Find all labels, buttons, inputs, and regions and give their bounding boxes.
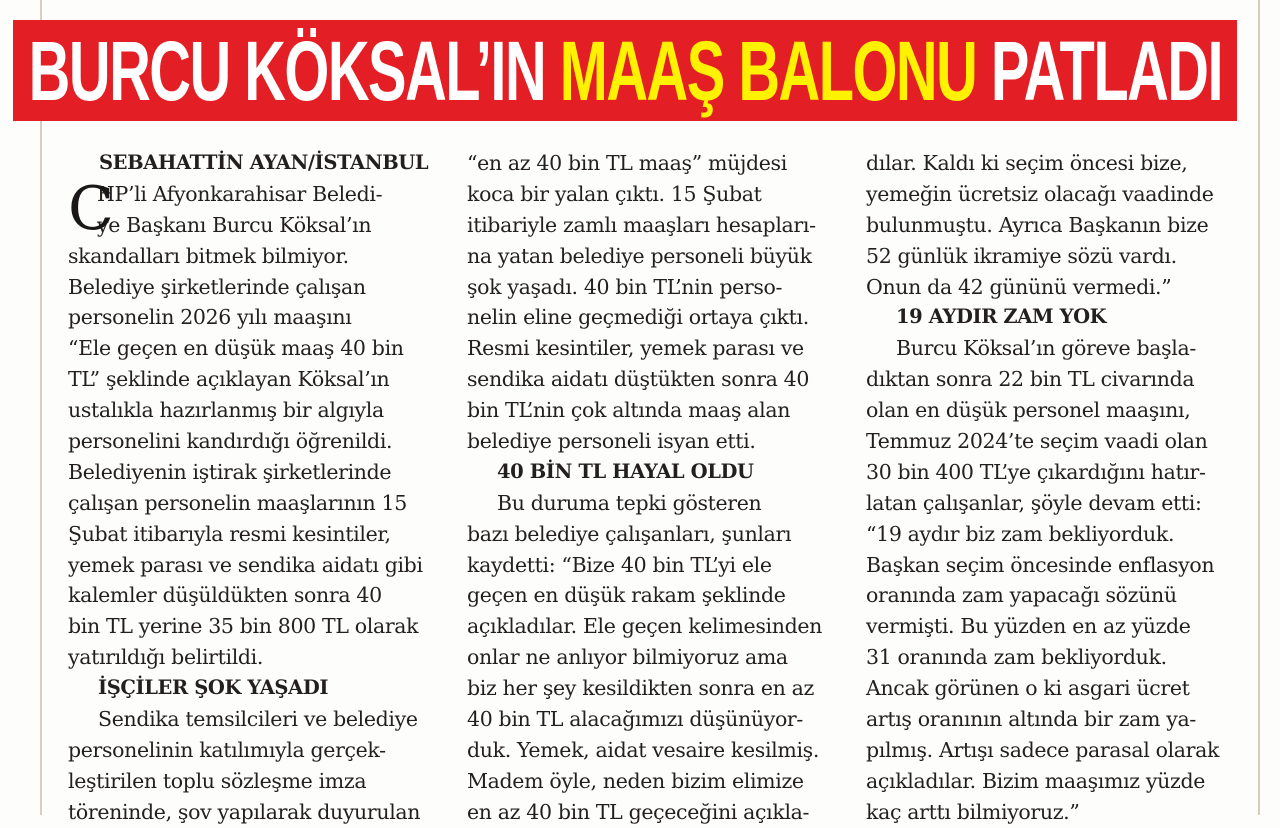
text-line: olan en düşük personel maaşını, xyxy=(866,398,1191,423)
article-column-1 xyxy=(68,148,438,828)
text-line: töreninde, şov yapılarak duyurulan xyxy=(68,799,421,824)
subheading: İŞÇİLER ŞOK YAŞADI xyxy=(98,676,329,700)
drop-cap: C xyxy=(68,173,114,244)
text-line: yemeğin ücretsiz olacağı vaadinde xyxy=(866,181,1214,206)
subheading: 19 AYDIR ZAM YOK xyxy=(896,305,1107,329)
text-line: na yatan belediye personeli büyük xyxy=(467,243,812,268)
text-line: Bu duruma tepki gösteren xyxy=(497,490,762,515)
right-column-rule xyxy=(1258,0,1260,815)
text-line: bazı belediye çalışanları, şunları xyxy=(467,521,792,546)
text-line: duk. Yemek, aidat vesaire kesilmiş. xyxy=(467,737,819,762)
text-line: 30 bin 400 TL’ye çıkardığını hatır- xyxy=(866,459,1206,484)
text-line: açıkladılar. Bizim maaşımız yüzde xyxy=(866,768,1205,793)
text-line: bin TL yerine 35 bin 800 TL olarak xyxy=(68,614,419,639)
text-line: yatırıldığı belirtildi. xyxy=(68,645,264,670)
text-line: “en az 40 bin TL maaş” müjdesi xyxy=(467,151,787,175)
text-line: sendika aidatı düştükten sonra 40 xyxy=(467,367,810,392)
article-column-2 xyxy=(467,148,837,828)
text-line: 40 bin TL alacağımızı düşünüyor- xyxy=(467,707,803,732)
headline-banner xyxy=(13,20,1237,121)
text-line: latan çalışanlar, şöyle devam etti: xyxy=(866,490,1202,515)
text-line: personelinin katılımıyla gerçek- xyxy=(68,737,386,762)
text-line: TL” şeklinde açıklayan Köksal’ın xyxy=(68,367,390,392)
text-line: ustalıkla hazırlanmış bir algıyla xyxy=(68,398,384,423)
text-line: artış oranının altında bir zam ya- xyxy=(866,707,1196,732)
text-line: oranında zam yapacağı sözünü xyxy=(866,583,1177,608)
text-line: HP’li Afyonkarahisar Beledi- xyxy=(97,181,383,206)
text-line: dılar. Kaldı ki seçim öncesi bize, xyxy=(866,151,1188,175)
text-line: personelini kandırdığı öğrenildi. xyxy=(68,429,393,454)
text-line: skandalları bitmek bilmiyor. xyxy=(68,243,349,268)
text-line: Belediye şirketlerinde çalışan xyxy=(68,274,366,299)
text-line: açıkladılar. Ele geçen kelimesinden xyxy=(467,614,822,639)
text-line: kalemler düşüldükten sonra 40 xyxy=(68,583,382,608)
text-line: kaydetti: “Bize 40 bin TL’yi ele xyxy=(467,552,772,577)
byline: SEBAHATTİN AYAN/İSTANBUL xyxy=(99,151,429,174)
text-line: personelin 2026 yılı maaşını xyxy=(68,305,352,330)
text-line: Ancak görünen o ki asgari ücret xyxy=(866,676,1190,701)
text-line: ye Başkanı Burcu Köksal’ın xyxy=(97,212,372,237)
text-line: “19 aydır biz zam bekliyorduk. xyxy=(866,521,1175,546)
text-line: Sendika temsilcileri ve belediye xyxy=(98,707,418,732)
text-line: dıktan sonra 22 bin TL civarında xyxy=(866,367,1195,392)
headline-part-3: PATLADI xyxy=(975,22,1222,119)
text-line: 52 günlük ikramiye sözü vardı. xyxy=(866,243,1177,268)
text-line: geçen en düşük rakam şeklinde xyxy=(467,583,786,608)
text-line: bin TL’nin çok altında maaş alan xyxy=(467,398,791,423)
text-line: Resmi kesintiler, yemek parası ve xyxy=(467,336,804,361)
headline xyxy=(28,22,1222,119)
text-line: çalışan personelin maaşlarının 15 xyxy=(68,490,407,515)
left-column-rule xyxy=(40,0,42,815)
text-line: en az 40 bin TL geçeceğini açıkla- xyxy=(467,799,810,824)
text-line: leştirilen toplu sözleşme imza xyxy=(68,768,367,793)
subheading: 40 BİN TL HAYAL OLDU xyxy=(497,459,754,483)
headline-highlight: MAAŞ BALONU xyxy=(559,22,976,119)
headline-part-1: BURCU KÖKSAL’IN xyxy=(28,22,560,119)
text-line: vermişti. Bu yüzden en az yüzde xyxy=(866,614,1191,639)
text-line: şok yaşadı. 40 bin TL’nin perso- xyxy=(467,274,783,299)
text-line: Başkan seçim öncesinde enflasyon xyxy=(866,552,1215,577)
article-column-3 xyxy=(866,148,1236,828)
text-line: kaç arttı bilmiyoruz.” xyxy=(866,799,1080,824)
text-line: Onun da 42 gününü vermedi.” xyxy=(866,274,1172,299)
text-line: Burcu Köksal’ın göreve başla- xyxy=(896,336,1196,361)
text-line: Belediyenin iştirak şirketlerinde xyxy=(68,459,392,484)
lead-paragraph xyxy=(68,173,438,244)
text-line: Şubat itibarıyla resmi kesintiler, xyxy=(68,521,391,546)
text-line: Temmuz 2024’te seçim vaadi olan xyxy=(866,429,1208,454)
text-line: biz her şey kesildikten sonra en az xyxy=(467,676,815,701)
text-line: itibariyle zamlı maaşları hesapları- xyxy=(467,212,816,237)
text-line: “Ele geçen en düşük maaş 40 bin xyxy=(68,336,404,361)
text-line: Madem öyle, neden bizim elimize xyxy=(467,768,804,793)
text-line: bulunmuştu. Ayrıca Başkanın bize xyxy=(866,212,1209,237)
text-line: 31 oranında zam bekliyorduk. xyxy=(866,645,1167,670)
text-line: onlar ne anlıyor bilmiyoruz ama xyxy=(467,645,788,670)
text-line: belediye personeli isyan etti. xyxy=(467,429,756,454)
text-line: yemek parası ve sendika aidatı gibi xyxy=(68,552,423,577)
text-line: pılmış. Artışı sadece parasal olarak xyxy=(866,737,1220,762)
text-line: koca bir yalan çıktı. 15 Şubat xyxy=(467,181,762,206)
text-line: nelin eline geçmediği ortaya çıktı. xyxy=(467,305,809,330)
